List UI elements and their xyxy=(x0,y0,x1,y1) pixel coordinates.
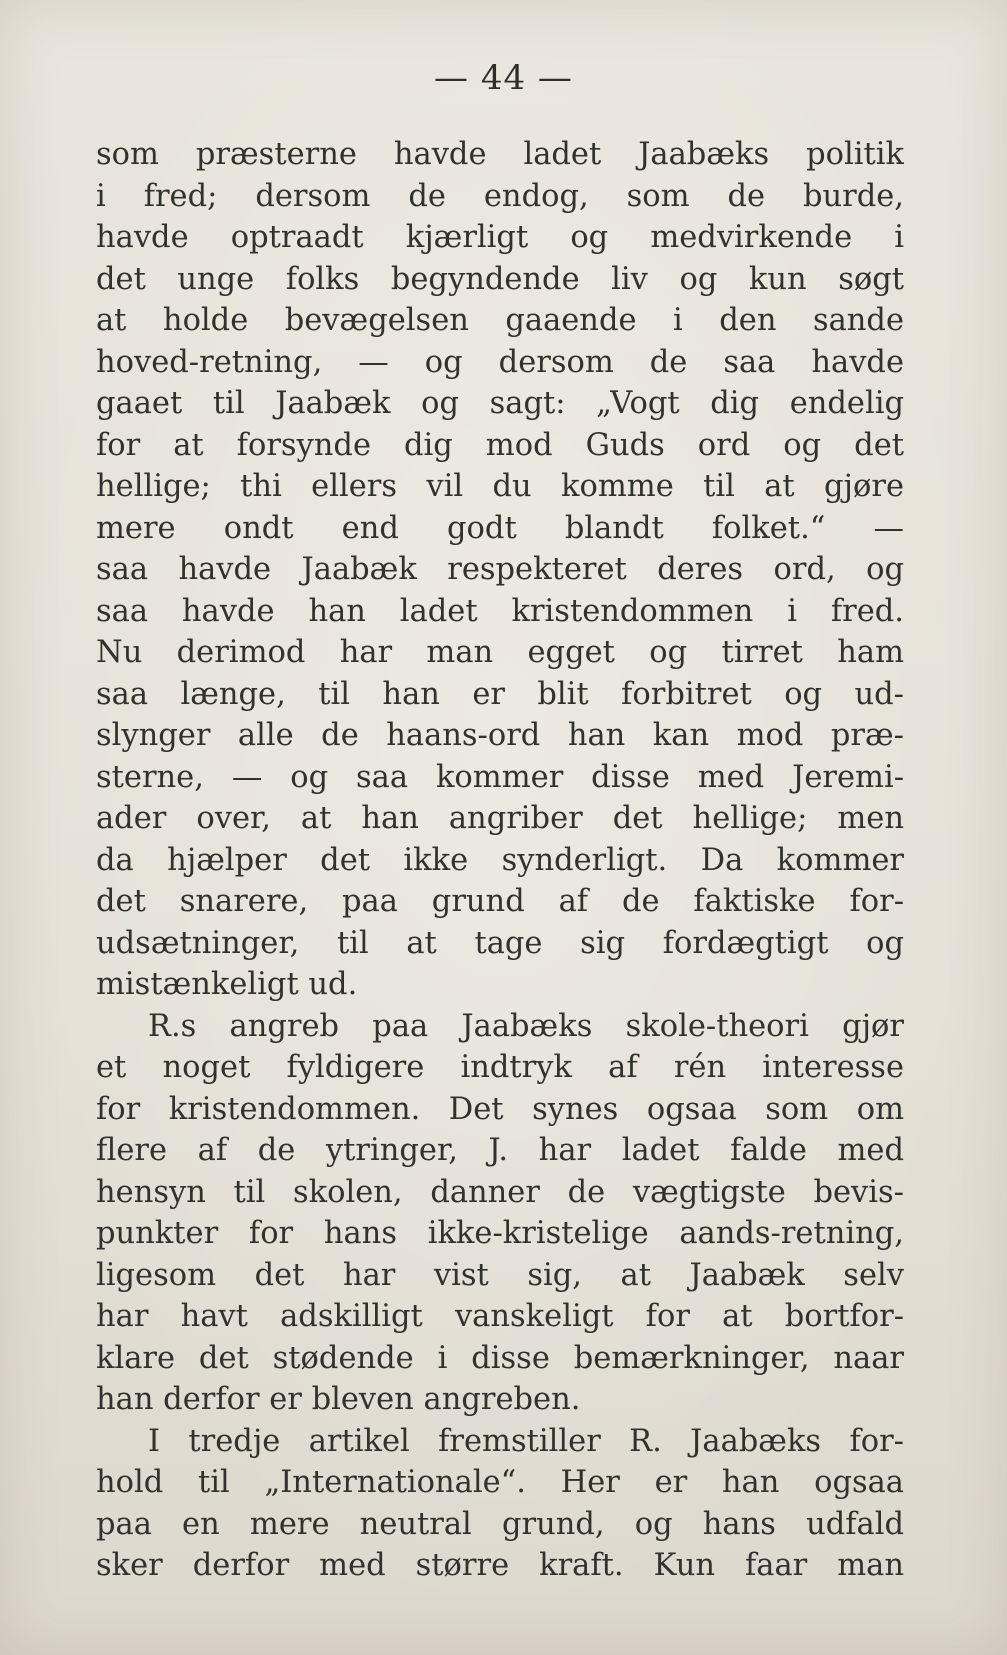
text-line: I tredje artikel fremstiller R. Jaabæks for- xyxy=(148,1423,904,1459)
text-line: det unge folks begyndende liv og kun søgt xyxy=(96,261,904,297)
text-line: hoved-retning, — og dersom de saa havde xyxy=(96,344,904,380)
text-line: sker derfor med større kraft. Kun faar man xyxy=(96,1548,904,1583)
text-line: i fred; dersom de endog, som de burde, xyxy=(96,178,904,214)
text-line: flere af de ytringer, J. har ladet falde med xyxy=(96,1133,904,1168)
body-text xyxy=(96,134,904,1587)
text-line: punkter for hans ikke-kristelige aands-retning, xyxy=(96,1216,904,1251)
text-line: sterne, — og saa kommer disse med Jeremi- xyxy=(96,759,904,795)
text-line: da hjælper det ikke synderligt. Da kommer xyxy=(96,842,904,878)
text-line: udsætninger, til at tage sig fordægtigt og xyxy=(96,925,904,961)
text-line: klare det stødende i disse bemærkninger, naar xyxy=(96,1340,904,1376)
text-line: ligesom det har vist sig, at Jaabæk selv xyxy=(96,1257,904,1293)
text-line: saa længe, til han er blit forbitret og ud- xyxy=(96,676,904,712)
text-line: saa havde han ladet kristendommen i fred. xyxy=(96,593,904,629)
text-line: et noget fyldigere indtryk af rén interesse xyxy=(96,1050,904,1085)
text-line: han derfor er bleven angreben. xyxy=(96,1382,581,1417)
text-line: det snarere, paa grund af de faktiske for- xyxy=(96,884,904,919)
text-line: at holde bevægelsen gaaende i den sande xyxy=(96,303,904,338)
text-line: mere ondt end godt blandt folket.“ — xyxy=(96,510,904,546)
text-line: gaaet til Jaabæk og sagt: „Vogt dig endelig xyxy=(96,386,904,421)
text-line: R.s angreb paa Jaabæks skole-theori gjør xyxy=(148,1008,904,1044)
text-line: ader over, at han angriber det hellige; men xyxy=(96,801,904,836)
text-line: som præsterne havde ladet Jaabæks politik xyxy=(96,137,904,172)
text-line: hellige; thi ellers vil du komme til at gjøre xyxy=(96,469,904,504)
text-line: slynger alle de haans-ord han kan mod præ- xyxy=(96,718,904,753)
text-line: Nu derimod har man egget og tirret ham xyxy=(96,635,904,670)
text-line: hensyn til skolen, danner de vægtigste bevis- xyxy=(96,1174,904,1210)
page-number: — 44 — xyxy=(434,58,573,98)
text-line: for kristendommen. Det synes ogsaa som om xyxy=(96,1091,904,1127)
text-line: hold til „Internationale“. Her er han ogsaa xyxy=(96,1465,904,1500)
text-line: saa havde Jaabæk respekteret deres ord, og xyxy=(96,552,904,587)
text-line: for at forsynde dig mod Guds ord og det xyxy=(96,427,904,463)
text-line: har havt adskilligt vanskeligt for at bortfor- xyxy=(96,1299,904,1334)
text-line: havde optraadt kjærligt og medvirkende i xyxy=(96,220,904,255)
text-line: paa en mere neutral grund, og hans udfald xyxy=(96,1506,904,1542)
text-line: mistænkeligt ud. xyxy=(96,967,358,1002)
